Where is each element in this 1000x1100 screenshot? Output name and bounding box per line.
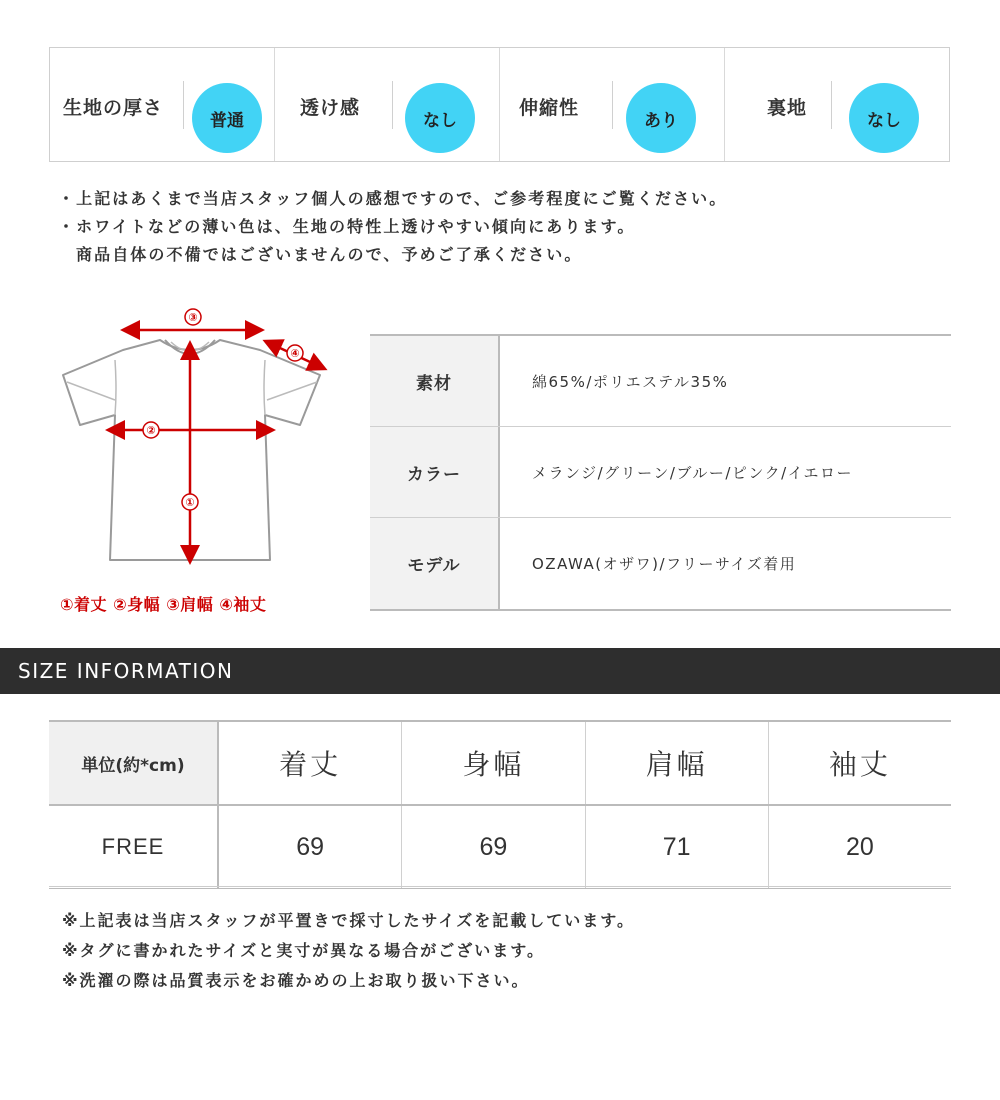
spec-value: OZAWA(オザワ)/フリーサイズ着用 bbox=[532, 555, 797, 573]
note-line: 商品自体の不備ではございませんので、予めご了承ください。 bbox=[76, 245, 583, 264]
attr-badge: あり bbox=[626, 83, 696, 153]
divider bbox=[49, 886, 951, 890]
column-header: 肩幅 bbox=[586, 722, 769, 804]
column-header: 袖丈 bbox=[828, 748, 891, 781]
spec-label: 素材 bbox=[370, 336, 500, 426]
size-value: 20 bbox=[845, 832, 874, 861]
measurement-notes bbox=[62, 906, 635, 996]
size-table bbox=[49, 720, 951, 889]
size-section-title: SIZE INFORMATION bbox=[0, 648, 1000, 694]
spec-row-color bbox=[370, 427, 951, 518]
diagram-legend: ①着丈 ②身幅 ③肩幅 ④袖丈 bbox=[60, 595, 267, 614]
impression-notes bbox=[58, 185, 727, 269]
unit-label: 単位(約*cm) bbox=[49, 722, 219, 804]
spec-label: モデル bbox=[370, 518, 500, 609]
size-table-header bbox=[49, 722, 951, 806]
spec-table bbox=[370, 334, 951, 611]
note-line: ・上記はあくまで当店スタッフ個人の感想ですので、ご参考程度にご覧ください。 bbox=[58, 189, 728, 208]
attr-divider bbox=[392, 81, 393, 129]
spec-row-material bbox=[370, 336, 951, 427]
note-line: ※上記表は当店スタッフが平置きで採寸したサイズを記載しています。 bbox=[62, 911, 635, 930]
spec-label: カラー bbox=[370, 427, 500, 517]
size-value: 69 bbox=[219, 806, 402, 888]
marker-4: ④ bbox=[290, 347, 300, 360]
table-row bbox=[49, 806, 951, 889]
attr-transparency bbox=[274, 48, 499, 161]
tshirt-outline-icon bbox=[55, 300, 340, 590]
attr-label: 裏地 bbox=[767, 97, 808, 119]
marker-3: ③ bbox=[188, 311, 198, 324]
spec-value: メランジ/グリーン/ブルー/ピンク/イエロー bbox=[532, 463, 854, 482]
spec-value: 綿65%/ポリエステル35% bbox=[532, 372, 729, 391]
attr-badge: なし bbox=[849, 83, 919, 153]
fabric-attributes bbox=[49, 47, 950, 162]
attr-lining bbox=[724, 48, 950, 161]
column-header: 身幅 bbox=[402, 722, 585, 804]
note-line: ※タグに書かれたサイズと実寸が異なる場合がございます。 bbox=[62, 941, 545, 960]
attr-divider bbox=[831, 81, 832, 129]
size-value: 69 bbox=[402, 806, 585, 888]
attr-divider bbox=[183, 81, 184, 129]
column-header: 着丈 bbox=[219, 722, 402, 804]
spec-row-model bbox=[370, 518, 951, 611]
note-line: ※洗濯の際は品質表示をお確かめの上お取り扱い下さい。 bbox=[62, 971, 530, 990]
size-value: 71 bbox=[586, 806, 769, 888]
attr-thickness bbox=[49, 48, 274, 161]
attr-label: 伸縮性 bbox=[519, 97, 580, 119]
attr-badge: 普通 bbox=[192, 83, 262, 153]
note-line: ・ホワイトなどの薄い色は、生地の特性上透けやすい傾向にあります。 bbox=[58, 217, 636, 236]
marker-2: ② bbox=[146, 424, 156, 437]
attr-stretch bbox=[499, 48, 724, 161]
attr-label: 透け感 bbox=[300, 97, 361, 119]
marker-1: ① bbox=[185, 496, 195, 509]
attr-label: 生地の厚さ bbox=[63, 97, 164, 119]
attr-badge: なし bbox=[405, 83, 475, 153]
measurement-diagram bbox=[55, 300, 340, 630]
attr-divider bbox=[612, 81, 613, 129]
size-name: FREE bbox=[49, 806, 219, 888]
